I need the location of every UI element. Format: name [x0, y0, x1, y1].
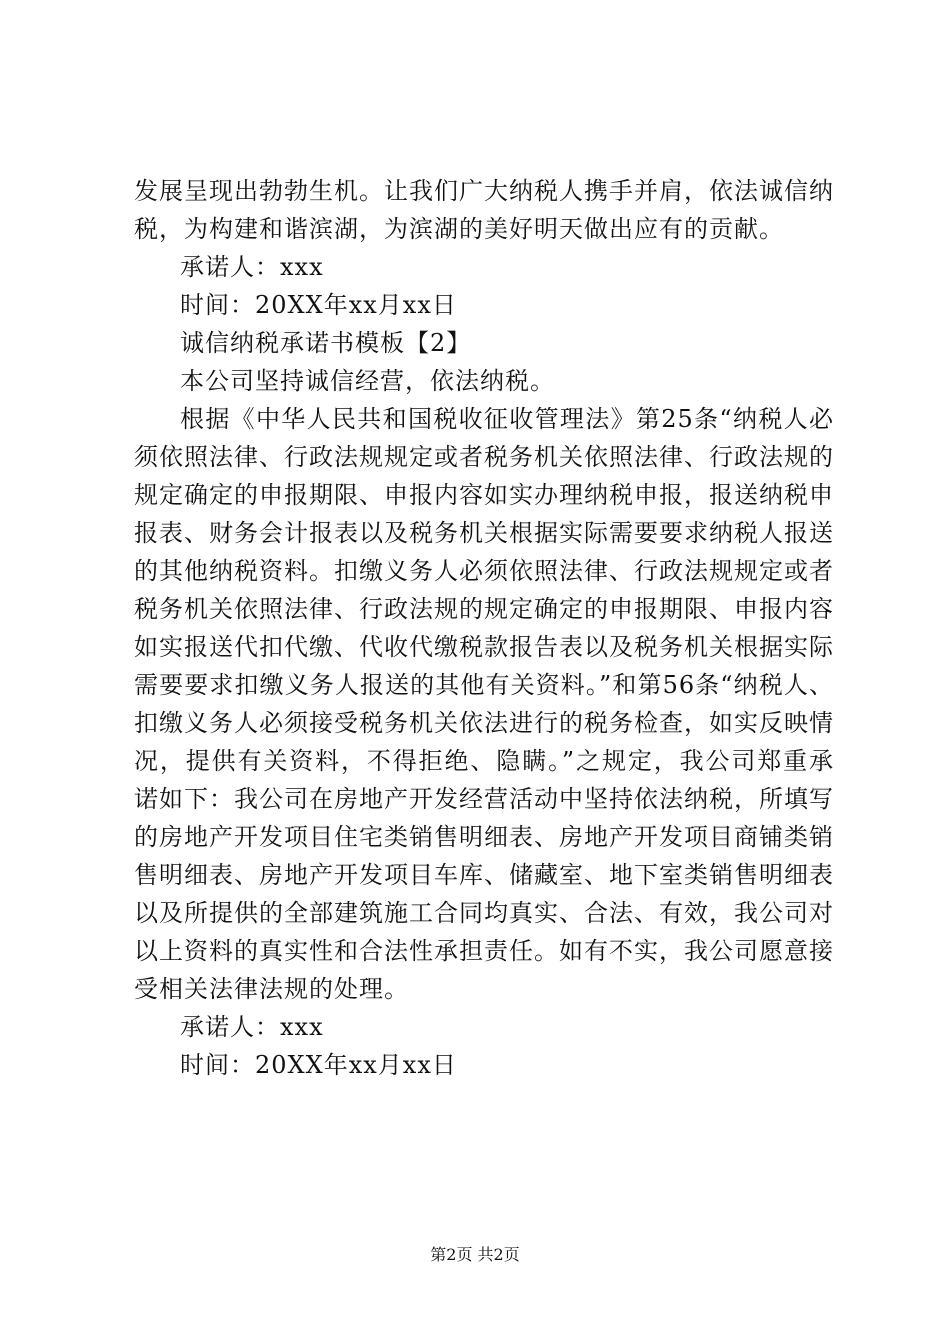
- paragraph-intro: 本公司坚持诚信经营，依法纳税。: [180, 367, 555, 395]
- paragraph-continuation: 发展呈现出勃勃生机。让我们广大纳税人携手并肩，依法诚信纳税，为构建和谐滨湖，为滨湖的美好明天做出应有的贡献。: [134, 177, 834, 243]
- signatory-line: 承诺人：xxx: [180, 253, 324, 281]
- paragraph-main: 根据《中华人民共和国税收征收管理法》第25条“纳税人必须依照法律、行政法规规定或者税务机关依照法律、行政法规的规定确定的申报期限、申报内容如实办理纳税申报，报送纳税申报表、财务会计报表以及税务机关根据实际需要要求纳税人报送的其他纳税资料。扣缴义务人必须依照法律、行政法规规定或者税务机关依照法律、行政法规的规定确定的申报期限、申报内容如实报送代扣代缴、代收代缴税款报告表以及税务机关根据实际需要要求扣缴义务人报送的其他有关资料。”和第56条“纳税人、扣缴义务人必须接受税务机关依法进行的税务检查，如实反映情况，提供有关资料，不得拒绝、隐瞒。”之规定，我公司郑重承诺如下：我公司在房地产开发经营活动中坚持依法纳税，所填写的房地产开发项目住宅类销售明细表、房地产开发项目商铺类销售明细表、房地产开发项目车库、储藏室、地下室类销售明细表以及所提供的全部建筑施工合同均真实、合法、有效，我公司对以上资料的真实性和合法性承担责任。如有不实，我公司愿意接受相关法律法规的处理。: [134, 405, 834, 1003]
- section-title: 诚信纳税承诺书模板【2】: [180, 329, 472, 357]
- signatory-line-2: 承诺人：xxx: [180, 1013, 324, 1041]
- document-body: [134, 172, 834, 1084]
- date-line-2: 时间：20XX年xx月xx日: [180, 1051, 457, 1079]
- date-line: 时间：20XX年xx月xx日: [180, 291, 457, 319]
- page-number-footer: 第2页 共2页: [430, 1245, 520, 1264]
